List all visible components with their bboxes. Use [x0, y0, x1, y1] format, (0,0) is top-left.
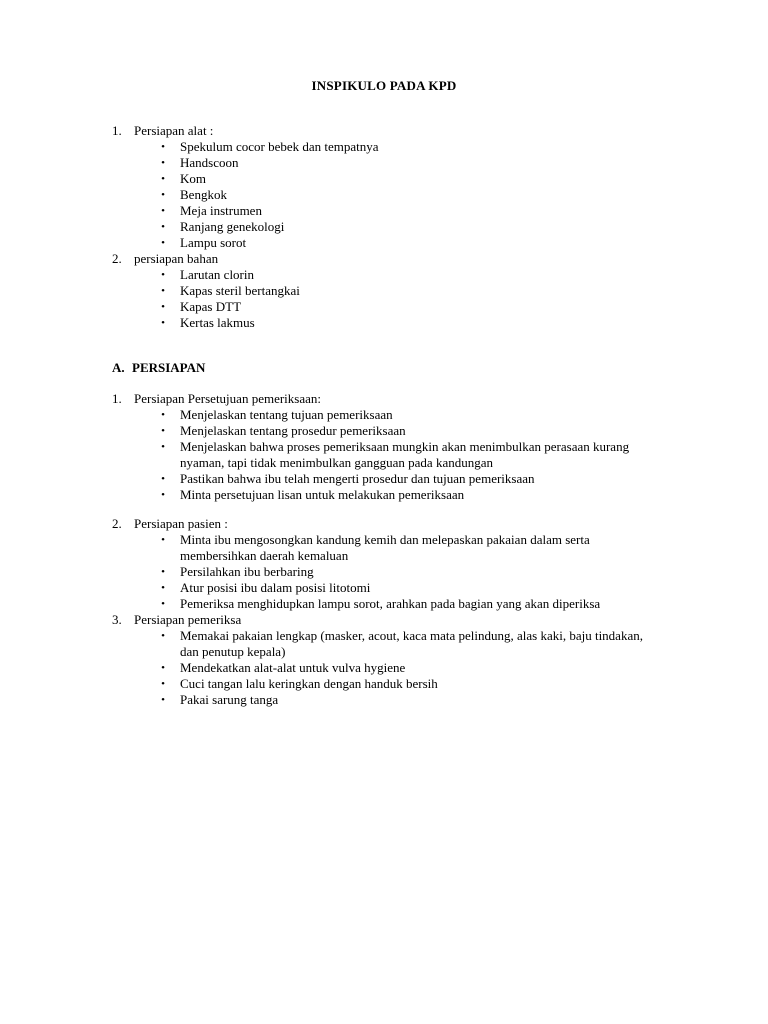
consent-preparation: [112, 391, 672, 503]
bullet-list: [112, 628, 672, 708]
bullet-icon: •: [161, 221, 165, 233]
list-number: 2.: [112, 251, 122, 266]
bullet-icon: •: [161, 678, 165, 690]
list-item: • Pastikan bahwa ibu telah mengerti prosedur dan tujuan pemeriksaan: [112, 471, 672, 487]
bullet-list-bahan: [112, 267, 672, 331]
numbered-heading-bahan: [112, 251, 672, 267]
list-number: 2.: [112, 516, 122, 531]
list-item: • Menjelaskan tentang prosedur pemeriksaan: [112, 423, 672, 439]
list-heading: Persiapan alat :: [134, 123, 214, 138]
list-item: • Bengkok: [112, 187, 672, 203]
section-letter: A.: [112, 360, 125, 375]
list-item: • Kom: [112, 171, 672, 187]
list-item: • Cuci tangan lalu keringkan dengan handuk bersih: [112, 676, 672, 692]
section-title: PERSIAPAN: [132, 360, 206, 375]
bullet-icon: •: [161, 582, 165, 594]
bullet-icon: •: [161, 409, 165, 421]
bullet-icon: •: [161, 269, 165, 281]
patient-and-examiner-preparation: [112, 516, 672, 708]
bullet-icon: •: [161, 173, 165, 185]
bullet-list: [112, 532, 672, 612]
list-number: 1.: [112, 123, 122, 138]
bullet-icon: •: [161, 489, 165, 501]
bullet-icon: •: [161, 694, 165, 706]
bullet-icon: •: [161, 285, 165, 297]
list-number: 1.: [112, 391, 122, 406]
list-item: • Handscoon: [112, 155, 672, 171]
list-item: • Memakai pakaian lengkap (masker, acout, kaca mata pelindung, alas kaki, baju tindakan, dan penutup kepala): [112, 628, 672, 660]
list-heading: persiapan bahan: [134, 251, 219, 266]
list-number: 3.: [112, 612, 122, 627]
bullet-icon: •: [161, 237, 165, 249]
list-item: • Minta persetujuan lisan untuk melakukan pemeriksaan: [112, 487, 672, 503]
list-item: • Meja instrumen: [112, 203, 672, 219]
list-item: • Spekulum cocor bebek dan tempatnya: [112, 139, 672, 155]
bullet-icon: •: [161, 205, 165, 217]
list-item: • Minta ibu mengosongkan kandung kemih dan melepaskan pakaian dalam serta membersihkan daerah kemaluan: [112, 532, 672, 564]
bullet-icon: •: [161, 301, 165, 313]
preparation-section: [112, 123, 672, 331]
numbered-heading: [112, 391, 672, 407]
list-item: • Lampu sorot: [112, 235, 672, 251]
list-heading: Persiapan pasien :: [134, 516, 228, 531]
bullet-icon: •: [161, 317, 165, 329]
bullet-icon: •: [161, 441, 165, 453]
numbered-heading: [112, 516, 672, 532]
numbered-heading-alat: [112, 123, 672, 139]
list-item: • Pakai sarung tanga: [112, 692, 672, 708]
bullet-icon: •: [161, 566, 165, 578]
list-heading: Persiapan Persetujuan pemeriksaan:: [134, 391, 321, 406]
list-heading: Persiapan pemeriksa: [134, 612, 242, 627]
document-title: INSPIKULO PADA KPD: [311, 78, 457, 93]
bullet-icon: •: [161, 630, 165, 642]
list-item: • Kertas lakmus: [112, 315, 672, 331]
bullet-list-alat: [112, 139, 672, 251]
bullet-icon: •: [161, 662, 165, 674]
bullet-list: [112, 407, 672, 503]
numbered-heading: [112, 612, 672, 628]
section-heading: [112, 360, 205, 376]
list-item: • Kapas steril bertangkai: [112, 283, 672, 299]
bullet-icon: •: [161, 534, 165, 546]
list-item: • Menjelaskan tentang tujuan pemeriksaan: [112, 407, 672, 423]
list-item: • Ranjang genekologi: [112, 219, 672, 235]
list-item: • Mendekatkan alat-alat untuk vulva hygiene: [112, 660, 672, 676]
bullet-icon: •: [161, 189, 165, 201]
bullet-icon: •: [161, 473, 165, 485]
list-item: • Larutan clorin: [112, 267, 672, 283]
list-item: • Persilahkan ibu berbaring: [112, 564, 672, 580]
list-item: • Atur posisi ibu dalam posisi litotomi: [112, 580, 672, 596]
bullet-icon: •: [161, 157, 165, 169]
bullet-icon: •: [161, 141, 165, 153]
list-item: • Kapas DTT: [112, 299, 672, 315]
bullet-icon: •: [161, 425, 165, 437]
bullet-icon: •: [161, 598, 165, 610]
list-item: • Pemeriksa menghidupkan lampu sorot, arahkan pada bagian yang akan diperiksa: [112, 596, 672, 612]
list-item: • Menjelaskan bahwa proses pemeriksaan mungkin akan menimbulkan perasaan kurang nyaman, tapi tidak menimbulkan gangguan pada kandungan: [112, 439, 672, 471]
